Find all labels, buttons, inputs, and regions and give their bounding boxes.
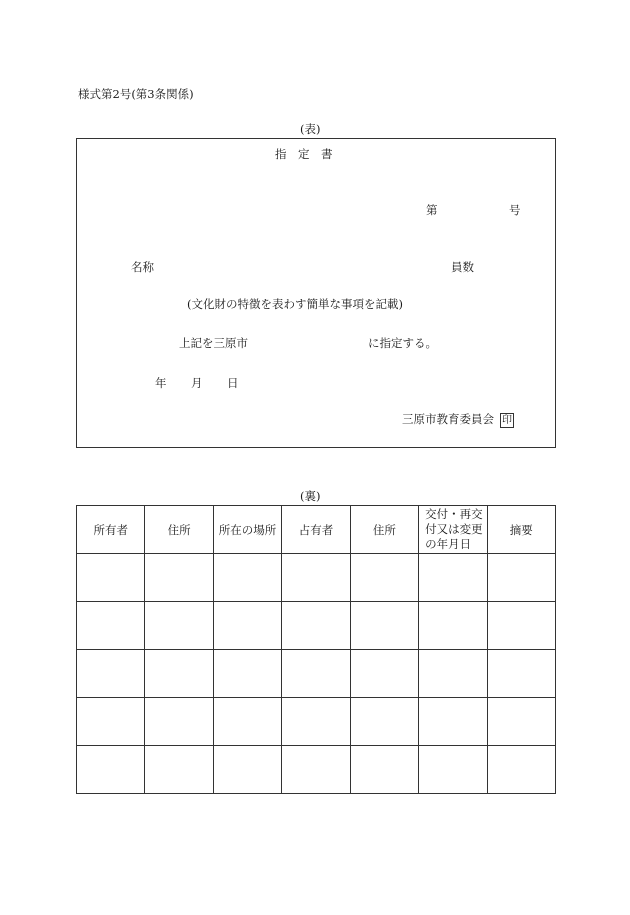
date-day: 日 bbox=[227, 376, 239, 390]
table-cell bbox=[419, 602, 487, 650]
table-cell bbox=[350, 746, 418, 794]
number-prefix: 第 bbox=[426, 203, 438, 217]
table-cell bbox=[350, 554, 418, 602]
table-cell bbox=[213, 602, 281, 650]
col-owner: 所有者 bbox=[77, 506, 145, 554]
table-cell bbox=[419, 698, 487, 746]
table-cell bbox=[145, 746, 213, 794]
table-cell bbox=[77, 554, 145, 602]
table-cell bbox=[487, 698, 555, 746]
table-body bbox=[77, 554, 556, 794]
table-cell bbox=[350, 650, 418, 698]
history-table bbox=[76, 505, 556, 794]
table-cell bbox=[213, 554, 281, 602]
col-occupant: 占有者 bbox=[282, 506, 350, 554]
front-caption: (表) bbox=[300, 122, 321, 136]
seal-mark: 印 bbox=[502, 415, 512, 426]
issuer-name: 三原市教育委員会 bbox=[402, 412, 494, 426]
form-label: 様式第2号(第3条関係) bbox=[78, 87, 194, 101]
table-cell bbox=[282, 746, 350, 794]
certificate-front bbox=[76, 138, 556, 448]
table-row bbox=[77, 602, 556, 650]
table-row bbox=[77, 746, 556, 794]
col-issue-date: 交付・再交 付又は変更 の年月日 bbox=[419, 506, 487, 554]
date-month: 月 bbox=[191, 376, 203, 390]
col-owner-address: 住所 bbox=[145, 506, 213, 554]
table-cell bbox=[213, 698, 281, 746]
back-caption: (裏) bbox=[300, 489, 321, 503]
table-cell bbox=[145, 554, 213, 602]
description-note: (文化財の特徴を表わす簡単な事項を記載) bbox=[187, 297, 403, 311]
table-row bbox=[77, 698, 556, 746]
col-location: 所在の場所 bbox=[213, 506, 281, 554]
table-cell bbox=[77, 698, 145, 746]
issuer-line bbox=[402, 411, 514, 428]
table-cell bbox=[350, 602, 418, 650]
count-label: 員数 bbox=[451, 260, 474, 274]
table-cell bbox=[145, 602, 213, 650]
table-cell bbox=[77, 650, 145, 698]
number-suffix: 号 bbox=[509, 203, 521, 217]
table-cell bbox=[213, 746, 281, 794]
table-cell bbox=[419, 554, 487, 602]
table-row bbox=[77, 554, 556, 602]
table-cell bbox=[282, 698, 350, 746]
col-remarks: 摘要 bbox=[487, 506, 555, 554]
table-cell bbox=[282, 554, 350, 602]
table-cell bbox=[487, 746, 555, 794]
name-label: 名称 bbox=[131, 260, 154, 274]
table-cell bbox=[77, 602, 145, 650]
table-cell bbox=[350, 698, 418, 746]
designation-prefix: 上記を三原市 bbox=[179, 336, 248, 350]
table-cell bbox=[282, 602, 350, 650]
date-year: 年 bbox=[155, 376, 167, 390]
table-cell bbox=[213, 650, 281, 698]
designation-suffix: に指定する。 bbox=[368, 336, 437, 350]
table-cell bbox=[145, 650, 213, 698]
table-header-row bbox=[77, 506, 556, 554]
table-cell bbox=[282, 650, 350, 698]
table-cell bbox=[487, 554, 555, 602]
table-cell bbox=[487, 650, 555, 698]
table-cell bbox=[487, 602, 555, 650]
table-cell bbox=[419, 650, 487, 698]
table-cell bbox=[419, 746, 487, 794]
table-row bbox=[77, 650, 556, 698]
table-cell bbox=[145, 698, 213, 746]
certificate-title: 指 定 書 bbox=[275, 147, 333, 161]
table-cell bbox=[77, 746, 145, 794]
col-occupant-address: 住所 bbox=[350, 506, 418, 554]
